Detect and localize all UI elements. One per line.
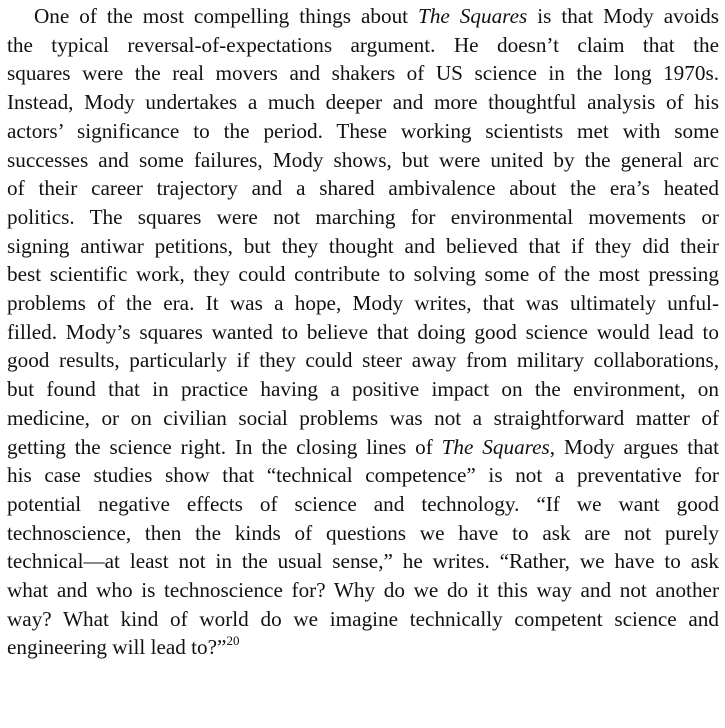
text-run: is that Mody avoids: [527, 4, 720, 28]
text-line: his case studies show that “technical competence” is not a preventative for: [7, 463, 719, 488]
footnote-marker[interactable]: 20: [226, 633, 240, 649]
book-title: The Squares: [418, 4, 528, 28]
text-line: way? What kind of world do we imagine technically competent science and: [7, 606, 719, 631]
text-line: [7, 433, 719, 462]
text-line: signing antiwar petitions, but they thought and believed that if they did their: [7, 233, 719, 258]
text-line: actors’ significance to the period. These working scientists met with some: [7, 118, 719, 143]
book-title: The Squares: [441, 434, 550, 459]
text-run: , Mody argues that: [549, 434, 719, 459]
text-line: good results, particularly if they could steer away from military collaborations,: [7, 348, 719, 373]
text-run: engineering will lead to?”: [7, 635, 227, 660]
text-line: technical—at least not in the usual sense,” he writes. “Rather, we have to ask: [7, 549, 719, 574]
text-line: what and who is technoscience for? Why do we do it this way and not another: [7, 578, 719, 602]
text-line: successes and some failures, Mody shows, but were united by the general arc: [7, 147, 719, 172]
text-line: filled. Mody’s squares wanted to believe that doing good science would lead to: [7, 319, 719, 344]
text-line: squares were the real movers and shakers of US science in the long 1970s.: [7, 61, 719, 86]
text-line: Instead, Mody undertakes a much deeper and more thoughtful analysis of his: [7, 90, 719, 115]
text-line: [34, 2, 719, 31]
text-line: the typical reversal-of-expectations argument. He doesn’t claim that the: [7, 32, 719, 57]
text-line: politics. The squares were not marching for environmental movements or: [7, 204, 719, 229]
text-line: [7, 633, 719, 662]
text-line: potential negative effects of science and technology. “If we want good: [7, 491, 719, 516]
text-run: getting the science right. In the closing lines of: [7, 434, 442, 459]
text-line: problems of the era. It was a hope, Mody writes, that was ultimately unful-: [7, 291, 719, 315]
text-line: of their career trajectory and a shared ambivalence about the era’s heated: [7, 176, 719, 201]
text-line: medicine, or on civilian social problems was not a straightforward matter of: [7, 405, 719, 430]
text-line: technoscience, then the kinds of questions we have to ask are not purely: [7, 520, 719, 545]
text-line: but found that in practice having a positive impact on the environment, on: [7, 377, 719, 402]
text-run: One of the most compelling things about: [34, 4, 419, 28]
text-line: best scientific work, they could contribute to solving some of the most pressing: [7, 262, 719, 287]
